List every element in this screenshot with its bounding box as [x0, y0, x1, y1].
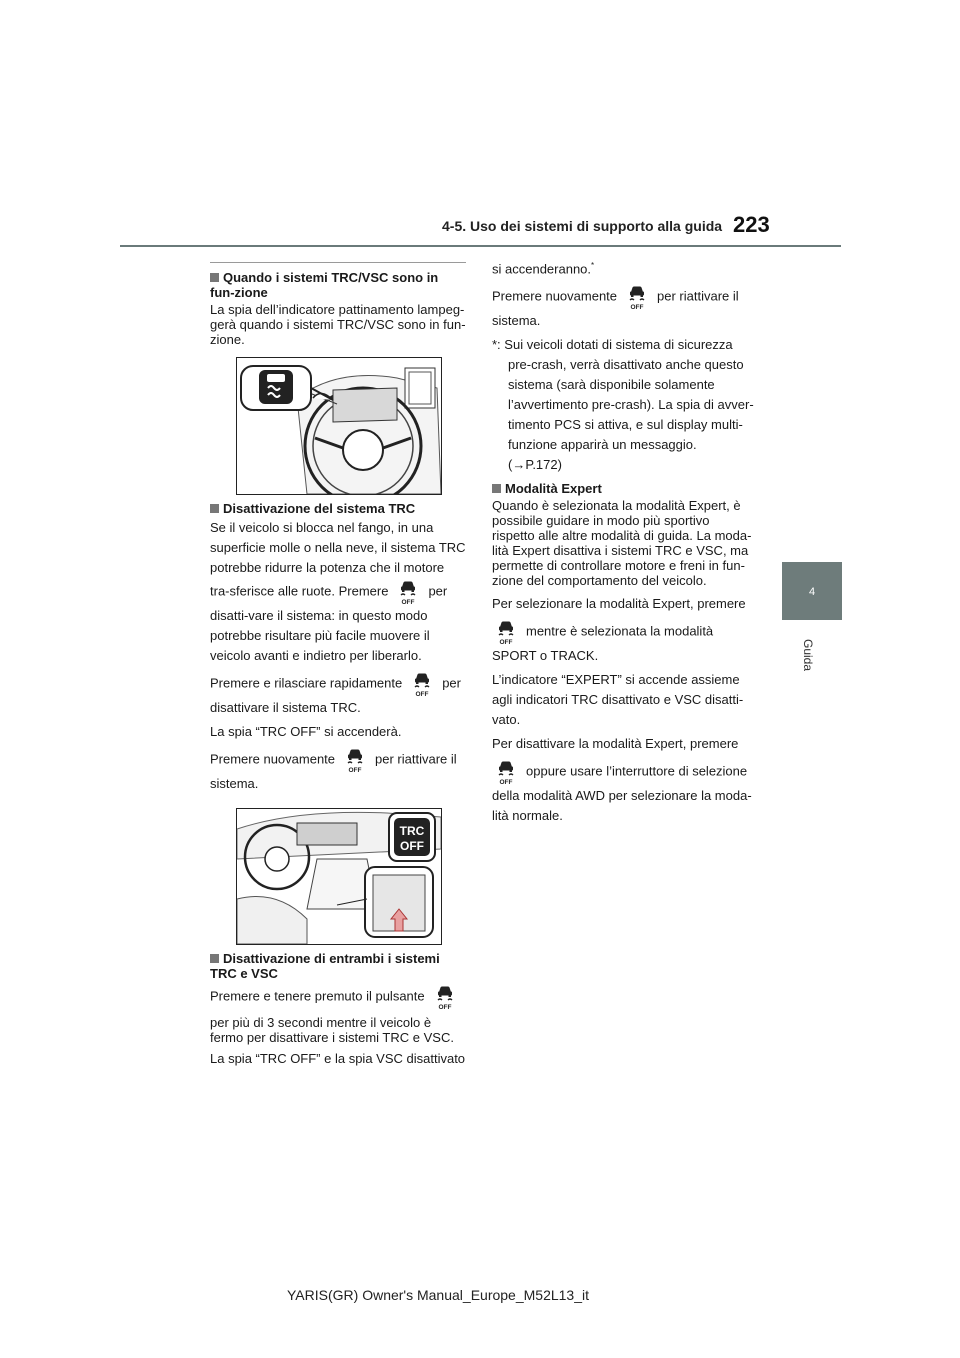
heading-expert-mode: Modalità Expert: [492, 481, 754, 496]
paragraph: La spia “TRC OFF” e la spia VSC disattivato: [210, 1051, 466, 1066]
paragraph: La spia dell’indicatore pattinamento lampeg-gerà quando i sistemi TRC/VSC sono in fun-zione.: [210, 302, 466, 347]
chapter-tab[interactable]: [782, 562, 842, 620]
page-number: 223: [733, 212, 770, 237]
vsc-off-icon[interactable]: [431, 983, 459, 1011]
paragraph: mentre è selezionata la modalità SPORT o TRACK.: [492, 618, 754, 666]
section-title: 4-5. Uso dei sistemi di supporto alla guida: [442, 218, 723, 234]
right-column: [492, 256, 754, 830]
paragraph: Premere e tenere premuto il pulsante: [210, 983, 466, 1011]
paragraph: La spia “TRC OFF” si accenderà.: [210, 724, 402, 739]
paragraph: Se il veicolo si blocca nel fango, in una superficie molle o nella neve, il sistema TRC potrebbe ridurre la potenza che il motore tra-sferisce alle ruote. Premere per disatti-vare il sistema: in questo modo potrebbe risultare più facile muovere il veicolo avanti e indietro per liberarlo.: [210, 520, 466, 663]
chapter-number: 4: [808, 586, 816, 598]
paragraph: Premere nuovamente per riattivare il sistema.: [210, 746, 466, 794]
footnote: *: Sui veicoli dotati di sistema di sicurezza pre-crash, verrà disattivato anche questo sistema (sarà disponibile solamente l’avvertimento pre-crash). La spia di avver-timento PCS si attiva, e sul display multi-funzione apparirà un messaggio. (→P.172): [492, 337, 754, 473]
heading-trc-vsc-disable: Disattivazione di entrambi i sistemi TRC e VSC: [210, 951, 440, 981]
chapter-name-tab: [801, 630, 820, 680]
paragraph: Per selezionare la modalità Expert, premere: [492, 596, 746, 612]
vsc-off-icon[interactable]: [623, 283, 651, 311]
paragraph: Premere nuovamente per riattivare il sistema.: [492, 283, 754, 331]
figure-dashboard-indicator: [236, 357, 442, 495]
header-rule: [120, 245, 841, 247]
paragraph: per più di 3 secondi mentre il veicolo è fermo per disattivare i sistemi TRC e VSC.: [210, 1015, 454, 1045]
chapter-name: Guida: [801, 638, 816, 672]
paragraph: Per disattivare la modalità Expert, premere: [492, 736, 739, 752]
paragraph: L’indicatore “EXPERT” si accende assieme agli indicatori TRC disattivato e VSC disatti-vato.: [492, 672, 744, 728]
left-column: [210, 262, 466, 1072]
vsc-off-icon[interactable]: [394, 578, 422, 606]
vsc-off-icon[interactable]: [408, 670, 436, 698]
paragraph: Premere e rilasciare rapidamente per disattivare il sistema TRC.: [210, 670, 466, 718]
paragraph: si accenderanno.*: [492, 261, 595, 277]
paragraph: oppure usare l’interruttore di selezione della modalità AWD per selezionare la moda-lità normale.: [492, 758, 754, 826]
vsc-off-icon[interactable]: [341, 746, 369, 774]
vsc-off-icon[interactable]: [492, 758, 520, 786]
trc-label: TRC: [399, 824, 425, 838]
paragraph: Quando è selezionata la modalità Expert, è possibile guidare in modo più sportivo rispetto alle altre modalità di guida. La moda-lità Expert disattiva i sistemi TRC e VSC, ma permette di controllare motore e freni in fun-zione del comportamento del veicolo.: [492, 498, 752, 589]
footer-text: YARIS(GR) Owner's Manual_Europe_M52L13_it: [287, 1287, 589, 1303]
off-label: OFF: [400, 839, 424, 853]
heading-trc-disable: Disattivazione del sistema TRC: [210, 501, 466, 516]
figure-trc-off-switch: [236, 808, 442, 945]
vsc-off-icon[interactable]: [492, 618, 520, 646]
heading-trc-vsc-active: Quando i sistemi TRC/VSC sono in fun-zione: [210, 270, 439, 300]
